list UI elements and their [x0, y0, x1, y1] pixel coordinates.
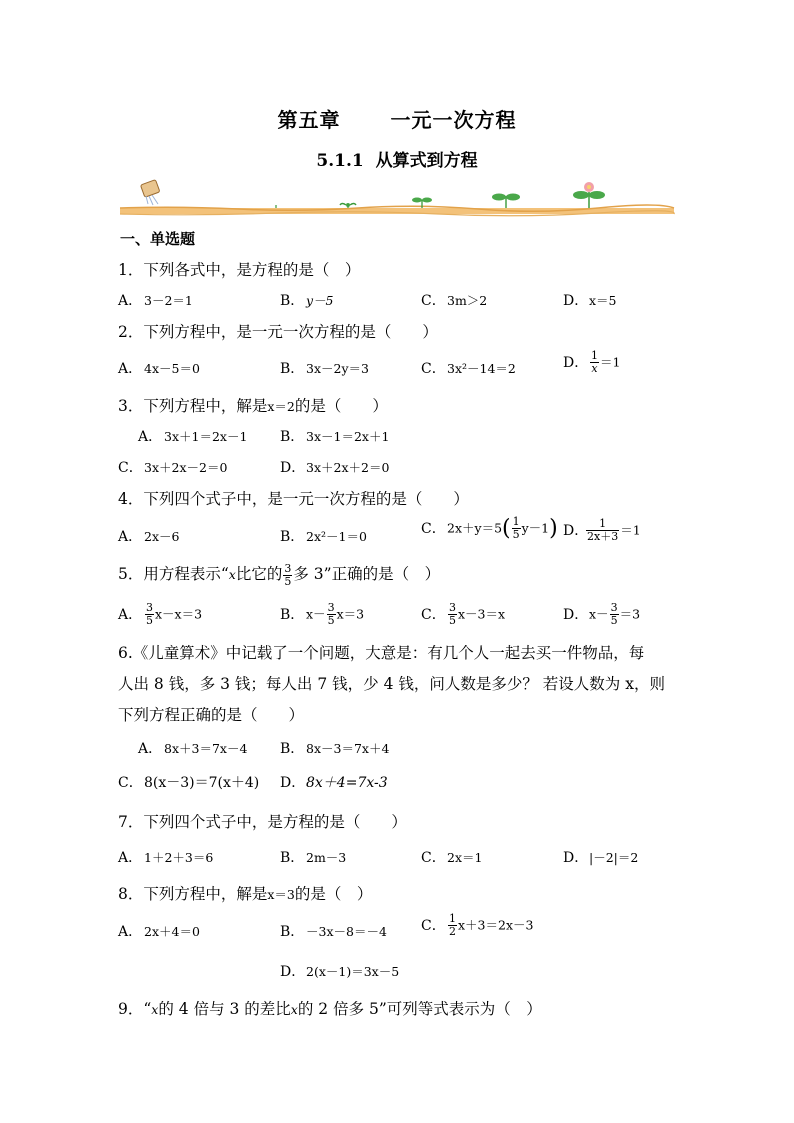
section-number: 5.1.1: [316, 151, 364, 171]
q7-option-c[interactable]: C．2x＝1: [421, 850, 483, 866]
q3-option-a[interactable]: A． 3x＋1＝2x－1: [138, 429, 248, 445]
q5-option-c[interactable]: C． $\frac{3}{5}$ x－3＝x: [421, 601, 506, 627]
question-2: 2．下列方程中，是一元一次方程的是（ ）: [118, 323, 438, 341]
question-3: 3．下列方程中，解是x＝2的是（ ）: [118, 397, 388, 415]
question-5: 5．用方程表示“x比它的 $\frac{3}{5}$ 多 3”正确的是（ ）: [118, 561, 441, 588]
q6-option-d[interactable]: D．8x＋4=7x-3: [280, 775, 388, 791]
q8-option-c[interactable]: C． $\frac{1}{2}$ x＋3＝2x－3: [421, 912, 534, 938]
q8-option-d[interactable]: D．2(x－1)＝3x－5: [280, 964, 400, 980]
q2-option-a[interactable]: A． 4x－5＝0: [118, 361, 200, 377]
question-4: 4．下列四个式子中，是一元一次方程的是（ ）: [118, 490, 469, 508]
fraction: $\frac{3}{5}$: [327, 601, 335, 627]
q6-option-a[interactable]: A． 8x＋3＝7x－4: [138, 741, 248, 757]
q2-option-c[interactable]: C．3x²－14＝2: [421, 361, 516, 377]
fraction: $\frac{3}{5}$: [284, 561, 292, 588]
q2-option-b[interactable]: B． 3x－2y＝3: [280, 361, 369, 377]
question-9: 9．“x的 4 倍与 3 的差比x的 2 倍多 5”可列等式表示为（ ）: [118, 1000, 542, 1018]
fraction: $\frac{1}{2}$: [449, 912, 456, 938]
chapter-number: 第五章: [277, 108, 341, 132]
question-8: 8．下列方程中，解是x＝3的是（ ）: [118, 885, 373, 903]
q6-option-b[interactable]: B． 8x－3＝7x＋4: [280, 741, 390, 757]
q6-option-c[interactable]: C．8(x－3)＝7(x＋4): [118, 775, 260, 791]
fraction: $\frac{1}{2x+3}$: [587, 517, 619, 543]
fraction: $\frac{1}{5}$: [512, 515, 520, 541]
fraction: $\frac{3}{5}$: [449, 601, 456, 627]
q1-option-c[interactable]: C．3m＞2: [421, 293, 488, 309]
fraction: $\frac{3}{5}$: [610, 601, 618, 627]
q2-option-d[interactable]: D． $\frac{1}{x}$ ＝1: [563, 349, 621, 375]
q8-option-a[interactable]: A． 2x＋4＝0: [118, 924, 200, 940]
q1-option-a[interactable]: A． 3－2＝1: [118, 293, 193, 309]
q7-option-a[interactable]: A． 1＋2＋3＝6: [118, 850, 214, 866]
fraction: $\frac{3}{5}$: [146, 601, 153, 627]
fraction: $\frac{1}{x}$: [591, 349, 598, 375]
decorative-ground-banner: [118, 178, 676, 220]
q4-option-b[interactable]: B． 2x²－1＝0: [280, 529, 367, 545]
sprout-icon: [276, 182, 605, 208]
question-1: 1．下列各式中，是方程的是（ ）: [118, 261, 361, 279]
q1-option-b[interactable]: B． y－5: [280, 293, 334, 309]
q4-option-a[interactable]: A． 2x－6: [118, 529, 180, 545]
chapter-name: 一元一次方程: [390, 108, 517, 132]
question-6: 6.《儿童算术》中记载了一个问题，大意是：有几个人一起去买一件物品，每 人出 8 钱，多 3 钱；每人出 7 钱，少 4 钱，问人数是多少？ 若设人数为 x，则 下列方程正确的是（ ）: [118, 644, 665, 724]
q4-option-d[interactable]: D． $\frac{1}{2x+3}$ ＝1: [563, 517, 641, 543]
q5-option-a[interactable]: A． $\frac{3}{5}$ x－x＝3: [118, 601, 203, 627]
q7-option-d[interactable]: D．|－2|＝2: [563, 850, 639, 866]
q3-option-d[interactable]: D．3x＋2x＋2＝0: [280, 460, 390, 476]
q7-option-b[interactable]: B． 2m－3: [280, 850, 347, 866]
q3-option-b[interactable]: B． 3x－1＝2x＋1: [280, 429, 390, 445]
watering-can-icon: [140, 180, 159, 205]
section-name: 从算式到方程: [375, 151, 478, 171]
q4-option-c[interactable]: C．2x＋y＝5( $\frac{1}{5}$ y－1): [421, 515, 558, 541]
q3-option-c[interactable]: C．3x＋2x－2＝0: [118, 460, 228, 476]
q5-option-d[interactable]: D．x－ $\frac{3}{5}$ ＝3: [563, 601, 641, 627]
q1-option-d[interactable]: D．x＝5: [563, 293, 617, 309]
section-title: [0, 146, 794, 171]
section-heading: 一、单选题: [120, 230, 196, 248]
q8-option-b[interactable]: B． －3x－8＝－4: [280, 924, 387, 940]
q5-option-b[interactable]: B． x－ $\frac{3}{5}$ x＝3: [280, 601, 365, 627]
question-7: 7．下列四个式子中，是方程的是（ ）: [118, 813, 407, 831]
chapter-title: [0, 104, 794, 133]
